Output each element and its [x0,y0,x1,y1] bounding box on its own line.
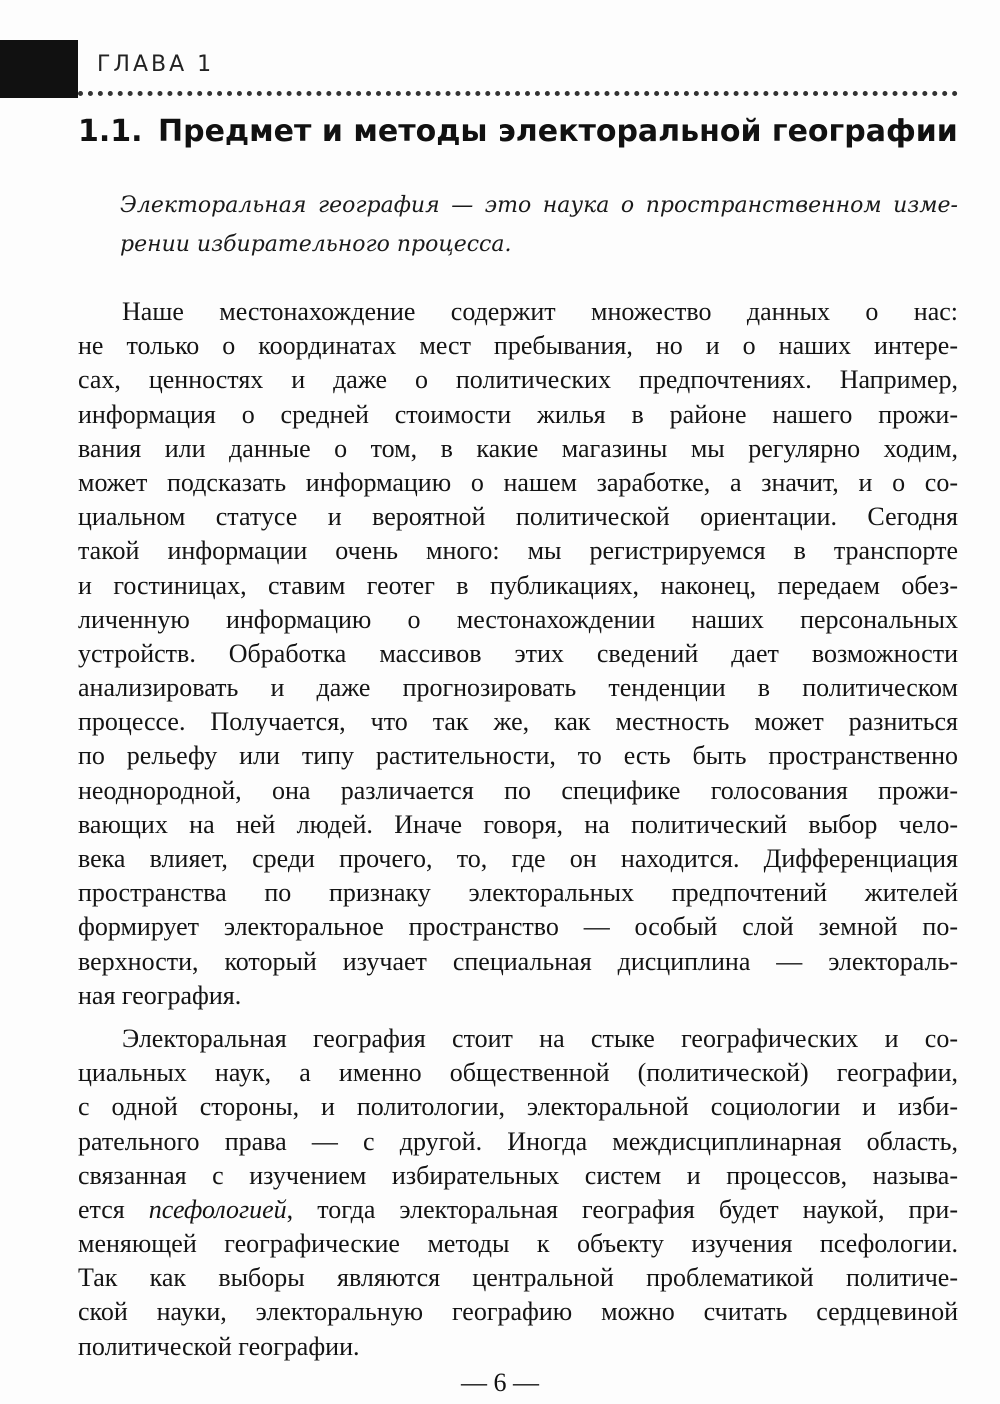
paragraph-line: вания или данные о том, в какие магазины мы регулярно ходим, [78,433,958,463]
paragraph-line: вающих на ней людей. Иначе говоря, на политический выбор чело- [78,809,958,839]
section-title [78,114,958,149]
paragraph-line: политической географии. [78,1331,360,1361]
paragraph-line: личенную информацию о местонахождении наших персональных [78,604,958,634]
paragraph-line: неоднородной, она различается по специфике голосования прожи- [78,775,958,805]
header-dotted-rule [78,91,958,96]
paragraph-line: ная география. [78,980,242,1010]
chapter-marker-block [0,40,78,98]
term-psephology: псефологией [148,1194,287,1224]
paragraph-line: анализировать и даже прогнозировать тенденции в политическом [78,673,958,703]
paragraph-line: и гостиницах, ставим геотег в публикациях, наконец, передаем обез- [78,570,958,600]
paragraph-line: ской науки, электоральную географию можно считать сердцевиной [78,1297,958,1327]
paragraph-line: по рельефу или типу растительности, то есть быть пространственно [78,741,958,771]
paragraph-line: циальных наук, а именно общественной (политической) географии, [78,1058,958,1088]
paragraph-line: рательного права — с другой. Иногда междисциплинарная область, [78,1126,958,1156]
paragraph-line: не только о координатах мест пребывания, но и о наших интере- [78,331,958,361]
line-text: , тогда электоральная география будет наукой, при- [286,1194,958,1224]
paragraph-line: Электоральная география стоит на стыке географических и со- [122,1023,958,1053]
paragraph-line: меняющей географические методы к объекту изучения псефологии. [78,1229,958,1259]
paragraph-spacer [78,1013,958,1022]
paragraph-line: века влияет, среди прочего, то, где он находится. Дифференциация [78,844,958,873]
definition-line: рении избирательного процесса. [120,232,512,257]
paragraph-line: с одной стороны, и политологии, электоральной социологии и изби- [78,1092,958,1122]
paragraph-line: сах, ценностях и даже о политических предпочтениях. Например, [78,365,958,395]
paragraph-line: формирует электоральное пространство — особый слой земной по- [78,912,958,942]
paragraph-line: процессе. Получается, что так же, как местность может разниться [78,707,958,737]
paragraph-line: устройств. Обработка массивов этих сведений дает возможности [78,638,958,668]
definition-block [120,186,958,264]
paragraph-line: информация о средней стоимости жилья в районе нашего прожи- [78,399,958,429]
paragraph-line: Наше местонахождение содержит множество данных о нас: [122,297,958,326]
paragraph-2 [78,1022,958,1364]
paragraph-line: Так как выборы являются центральной проблематикой политиче- [78,1263,958,1293]
body-text [78,295,958,1364]
line-text: ется [78,1194,149,1224]
paragraph-1 [78,295,958,1013]
chapter-label: ГЛАВА 1 [97,52,215,77]
paragraph-line: циальном статусе и вероятной политической ориентации. Сегодня [78,502,958,532]
paragraph-line: связанная с изучением избирательных систем и процессов, называ- [78,1160,958,1190]
paragraph-line: пространства по признаку электоральных предпочтений жителей [78,878,958,908]
paragraph-line: может подсказать информацию о нашем заработке, а значит, и о со- [78,467,958,497]
definition-line: Электоральная география — это наука о пространственном изме- [120,193,958,218]
paragraph-line: такой информации очень много: мы регистрируемся в транспорте [78,536,958,566]
paragraph-line-with-term [78,1193,958,1227]
section-title-text: Предмет и методы электоральной географии [158,114,958,149]
page-number: — 6 — [461,1368,539,1397]
section-number: 1.1. [78,114,143,149]
paragraph-line: верхности, который изучает специальная дисциплина — электораль- [78,946,958,976]
